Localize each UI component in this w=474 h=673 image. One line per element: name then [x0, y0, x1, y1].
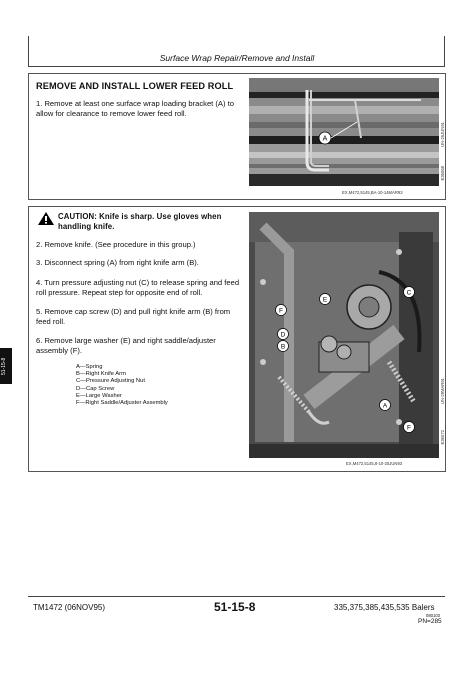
header-rule	[28, 66, 445, 67]
svg-text:B: B	[280, 343, 286, 351]
step-4: 4. Turn pressure adjusting nut (C) to release spring and feed roll pressure. Repeat step for opposite end of roll.	[36, 278, 240, 297]
page-header-title: Surface Wrap Repair/Remove and Install	[159, 53, 315, 63]
photo-side-code-2: UN-29MAR91	[440, 378, 445, 405]
step-6: 6. Remove large washer (E) and right saddle/adjuster assembly (F).	[36, 336, 216, 355]
footer-pn: PN=285	[418, 618, 442, 625]
svg-text:F: F	[407, 424, 411, 432]
photo-callout-b	[278, 341, 289, 352]
side-tab-text: 51-15-8	[1, 357, 7, 375]
footer-left: TM1472 (06NOV95)	[33, 603, 106, 612]
legend-item: E—Large Washer	[76, 392, 122, 399]
svg-text:E: E	[322, 296, 328, 304]
svg-text:F: F	[279, 307, 283, 315]
photo-callout-f-top	[276, 305, 287, 316]
legend-item: F—Right Saddle/Adjuster Assembly	[76, 400, 168, 407]
photo-caption: EX,M472,5145,BA-10-14MAR93	[342, 190, 403, 195]
legend-item: B—Right Knife Arm	[76, 371, 126, 378]
legend-item: C—Pressure Adjusting Nut	[76, 378, 145, 385]
photo-callout-a	[380, 400, 391, 411]
step-3: 3. Disconnect spring (A) from right knife arm (B).	[36, 258, 199, 267]
legend-list	[76, 364, 216, 407]
footer-right: 335,375,385,435,535 Balers	[334, 603, 435, 612]
footer-right-small: 080103	[426, 613, 440, 618]
footer-page-number: 51-15-8	[214, 600, 256, 614]
photo-side-id-2: E36072	[440, 430, 445, 445]
photo-side-id: E36068	[440, 166, 445, 181]
photo-callout-c	[404, 287, 415, 298]
feed-roll-photo	[249, 78, 439, 186]
photo-side-code: UN-26JUN91	[440, 122, 445, 147]
section-title: REMOVE AND INSTALL LOWER FEED ROLL	[36, 81, 234, 91]
svg-text:D: D	[280, 331, 286, 339]
knife-arm-photo	[249, 212, 439, 458]
photo-callout-e	[320, 294, 331, 305]
photo-callout-f-bottom	[404, 422, 415, 433]
caution-icon	[37, 211, 55, 226]
caution-text: CAUTION: Knife is sharp. Use gloves when handling knife.	[58, 212, 222, 231]
svg-text:A: A	[382, 402, 388, 410]
photo-callout-d	[278, 329, 289, 340]
photo-caption-2: EX,M472,5145,8-10-25JUN93	[346, 461, 403, 466]
step-2: 2. Remove knife. (See procedure in this group.)	[36, 240, 196, 249]
photo-label-a: A	[322, 135, 328, 143]
step-text: 1. Remove at least one surface wrap loading bracket (A) to allow for clearance to remove lower feed roll.	[36, 99, 234, 118]
step-5: 5. Remove cap screw (D) and pull right knife arm (B) from feed roll.	[36, 307, 231, 326]
svg-text:C: C	[406, 289, 412, 297]
legend-item: A—Spring	[76, 364, 103, 370]
legend-item: D—Cap Screw	[76, 385, 115, 392]
footer-rule	[28, 596, 445, 597]
